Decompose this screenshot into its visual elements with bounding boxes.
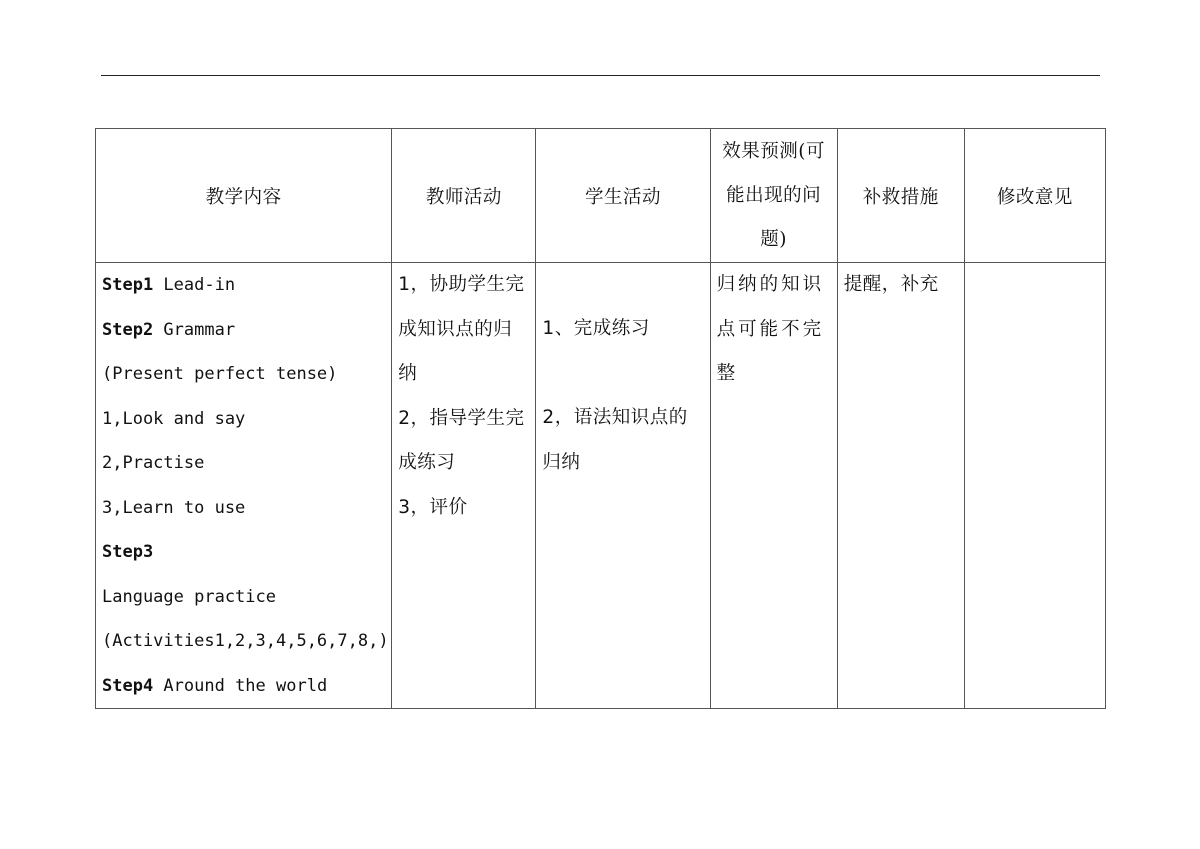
header-revision-label: 修改意见 [996, 186, 1073, 208]
effect-line: 归纳的知识 [716, 274, 825, 295]
header-effect-line: 效果预测(可 [722, 140, 826, 162]
content-line [102, 575, 385, 620]
teacher-line: 1，协助学生完 [398, 274, 525, 295]
content-lines [96, 263, 391, 708]
content-text: 3,Learn to use [102, 497, 246, 518]
effect-cell [710, 263, 837, 709]
teacher-cell [392, 263, 536, 709]
header-effect-line: 能出现的问 [726, 184, 822, 206]
content-text: (Activities1,2,3,4,5,6,7,8,) [102, 631, 389, 651]
student-line: 2，语法知识点的 [542, 407, 688, 428]
content-line [102, 308, 385, 353]
student-cell [536, 263, 710, 709]
content-text: Language practice [102, 586, 276, 607]
student-line: 归纳 [542, 451, 581, 473]
teacher-line: 成知识点的归 [398, 318, 513, 340]
header-content-label: 教学内容 [205, 186, 282, 208]
header-effect [710, 129, 837, 263]
body-row [96, 263, 1106, 709]
header-student-label: 学生活动 [585, 186, 662, 208]
header-student [536, 129, 710, 263]
header-effect-line: 题) [760, 228, 788, 250]
revision-cell [964, 263, 1105, 709]
header-content [96, 129, 392, 263]
header-row [96, 129, 1106, 263]
content-text: Grammar [153, 319, 236, 340]
teacher-line: 2，指导学生完 [398, 407, 525, 429]
remedy-line: 提醒，补充 [843, 274, 939, 295]
content-text: (Present perfect tense) [102, 364, 338, 384]
teacher-lines [392, 263, 535, 530]
content-line [102, 441, 385, 486]
content-cell [96, 263, 392, 709]
header-rule [101, 75, 1100, 76]
content-line [102, 486, 385, 531]
content-text: Around the world [153, 675, 328, 696]
step-label: Step1 [102, 275, 154, 295]
content-text: 2,Practise [102, 453, 205, 473]
content-line [102, 664, 385, 709]
teacher-line: 成练习 [398, 452, 456, 473]
content-text: 1,Look and say [102, 408, 246, 429]
content-line [102, 263, 385, 308]
student-lines [536, 263, 709, 485]
effect-line: 点可能不完 [716, 318, 825, 340]
student-line [542, 352, 703, 397]
header-teacher [392, 129, 536, 263]
remedy-lines [838, 263, 964, 308]
header-teacher-label: 教师活动 [425, 186, 502, 208]
teacher-line: 纳 [398, 363, 418, 384]
step-label: Step3 [102, 542, 154, 562]
content-line [102, 397, 385, 442]
remedy-cell [837, 263, 964, 709]
content-line [102, 619, 389, 664]
content-text: Lead-in [153, 275, 236, 295]
student-line: 1、完成练习 [542, 318, 650, 339]
teacher-line: 3，评价 [398, 496, 468, 518]
step-label: Step4 [102, 675, 154, 696]
header-remedy-label: 补救措施 [862, 186, 939, 208]
content-line [102, 530, 385, 575]
content-line [102, 352, 385, 397]
header-revision [964, 129, 1105, 263]
lesson-plan-table [95, 128, 1106, 709]
effect-line: 整 [716, 363, 739, 384]
effect-lines [711, 263, 837, 397]
header-remedy [837, 129, 964, 263]
step-label: Step2 [102, 319, 154, 340]
